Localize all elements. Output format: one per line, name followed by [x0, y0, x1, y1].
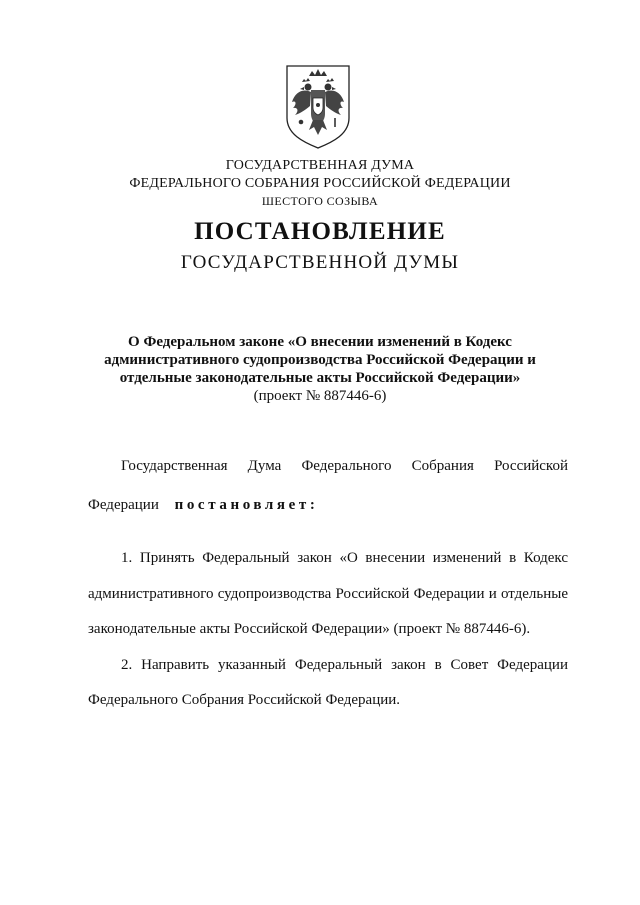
preamble-line-2 [88, 497, 318, 514]
bill-number: (проект № 887446-6) [253, 388, 387, 404]
subject-line-1: О Федеральном законе «О внесении изменений в Кодекс [128, 334, 512, 350]
preamble-line-1: Государственная Дума Федерального Собрания Российской [121, 458, 568, 474]
subject-line-2: административного судопроизводства Российской Федерации и [104, 352, 536, 368]
coat-of-arms-icon [283, 62, 353, 150]
document-type-title: ПОСТАНОВЛЕНИЕ [194, 218, 446, 245]
document-issuer-title: ГОСУДАРСТВЕННОЙ ДУМЫ [180, 252, 460, 273]
item-1-line-3: законодательные акты Российской Федерации» (проект № 887446-6). [88, 621, 531, 637]
item-1-line-1: 1. Принять Федеральный закон «О внесении изменений в Кодекс [121, 550, 568, 566]
item-1-line-2: административного судопроизводства Российской Федерации и отдельные [88, 586, 568, 602]
item-2-line-2: Федерального Собрания Российской Федерации. [88, 692, 401, 708]
item-2-line-1: 2. Направить указанный Федеральный закон в Совет Федерации [121, 657, 568, 673]
issuer-line-2: ФЕДЕРАЛЬНОГО СОБРАНИЯ РОССИЙСКОЙ ФЕДЕРАЦИИ [129, 176, 511, 191]
issuer-line-1: ГОСУДАРСТВЕННАЯ ДУМА [225, 158, 415, 173]
resolves-verb: постановляет: [174, 497, 319, 513]
preamble-federation: Федерации [88, 497, 159, 513]
subject-line-3: отдельные законодательные акты Российской Федерации» [119, 370, 521, 386]
convocation-line: ШЕСТОГО СОЗЫВА [261, 194, 379, 208]
